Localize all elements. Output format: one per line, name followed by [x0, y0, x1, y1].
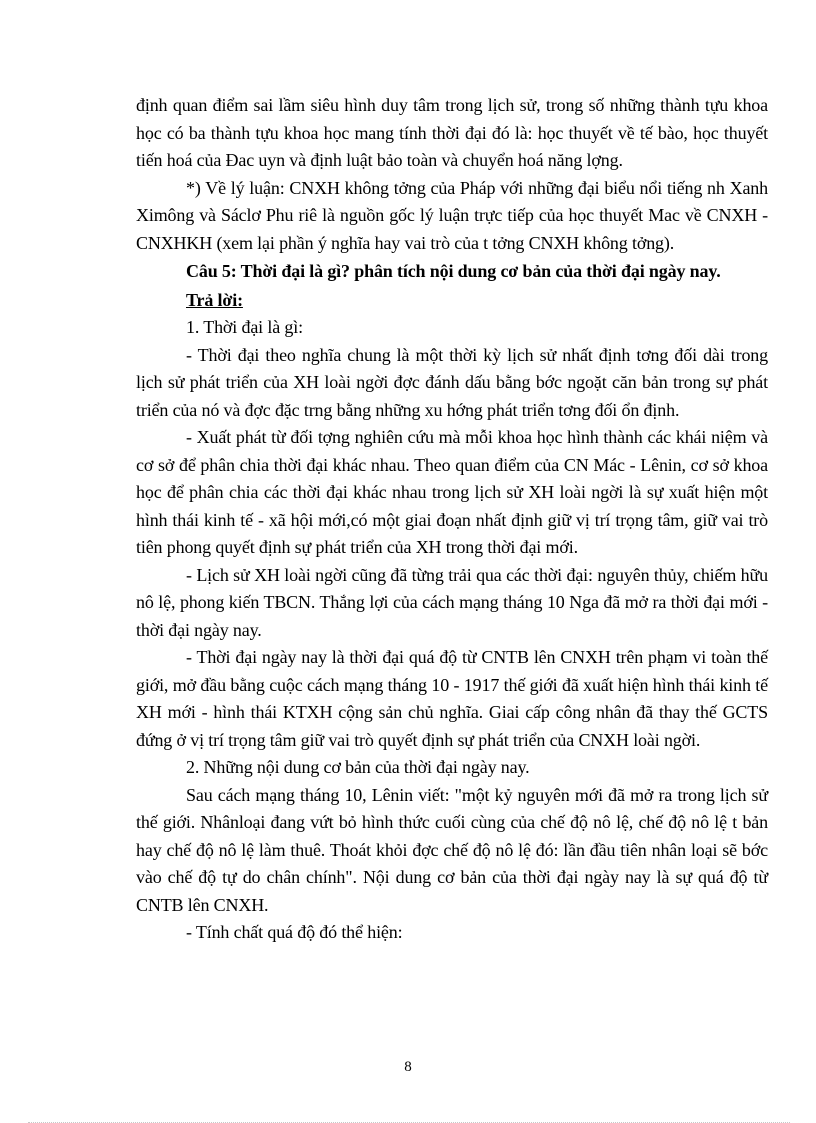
page-content: [136, 92, 768, 947]
page-number: 8: [404, 1059, 412, 1075]
paragraph: - Xuất phát từ đối tợng nghiên cứu mà mỗi khoa học hình thành các khái niệm và cơ sở để phân chia thời đại khác nhau. Theo quan điểm của CN Mác - Lênin, cơ sở khoa học để phân chia các thời đại khác nhau trong lịch sử XH loài ngời là sự xuất hiện một hình thái kinh tế - xã hội mới,có một giai đoạn nhất định giữ vị trí trọng tâm, giữ vai trò tiên phong quyết định sự phát triển của XH trong thời đại mới.: [136, 427, 768, 557]
question-heading: Câu 5: Thời đại là gì? phân tích nội dung cơ bản của thời đại ngày nay.: [186, 261, 721, 281]
paragraph: - Thời đại ngày nay là thời đại quá độ từ CNTB lên CNXH trên phạm vi toàn thế giới, mở đầu bằng cuộc cách mạng tháng 10 - 1917 thế giới đã xuất hiện hình thái kinh tế XH mới - hình thái KTXH cộng sản chủ nghĩa. Giai cấp công nhân đã thay thế GCTS đứng ở vị trí trọng tâm giữ vai trò quyết định sự phát triển của CNXH loài ngời.: [136, 647, 768, 750]
section-title: 1. Thời đại là gì:: [186, 317, 303, 337]
answer-label: [136, 287, 768, 315]
paragraph: - Lịch sử XH loài ngời cũng đã từng trải qua các thời đại: nguyên thủy, chiếm hữu nô lệ, phong kiến TBCN. Thắng lợi của cách mạng tháng 10 Nga đã mở ra thời đại mới - thời đại ngày nay.: [136, 564, 768, 640]
answer-label-text: Trả lời:: [186, 289, 243, 310]
paragraph: - Tính chất quá độ đó thể hiện:: [186, 922, 403, 942]
paragraph: - Thời đại theo nghĩa chung là một thời kỳ lịch sử nhất định tơng đối dài trong lịch sử phát triển của XH loài ngời đợc đánh dấu bằng bớc ngoặt căn bản trong sự phát triển của nó và đợc đặc trng bằng những xu hớng phát triển tơng đối ổn định.: [136, 344, 768, 420]
paragraph: *) Về lý luận: CNXH không tởng của Pháp với những đại biểu nổi tiếng nh Xanh Ximông và Sáclơ Phu riê là nguồn gốc lý luận trực tiếp của học thuyết Mac về CNXH - CNXHKH (xem lại phần ý nghĩa hay vai trò của t tởng CNXH không tởng).: [136, 177, 768, 253]
paragraph: Sau cách mạng tháng 10, Lênin viết: "một kỷ nguyên mới đã mở ra trong lịch sử thế giới. Nhânloại đang vứt bỏ hình thức cuối cùng của chế độ nô lệ, chế độ nô lệ t bản hay chế độ nô lệ làm thuê. Thoát khỏi đợc chế độ nô lệ đó: lần đầu tiên nhân loại sẽ bớc vào chế độ tự do chân chính". Nội dung cơ bản của thời đại ngày nay là sự quá độ từ CNTB lên CNXH.: [136, 784, 768, 915]
paragraph: định quan điểm sai lầm siêu hình duy tâm trong lịch sử, trong số những thành tựu khoa học có ba thành tựu khoa học mang tính thời đại đó là: học thuyết về tế bào, học thuyết tiến hoá của Đac uyn và định luật bảo toàn và chuyển hoá năng lợng.: [136, 95, 768, 170]
section-title: 2. Những nội dung cơ bản của thời đại ngày nay.: [186, 757, 530, 777]
